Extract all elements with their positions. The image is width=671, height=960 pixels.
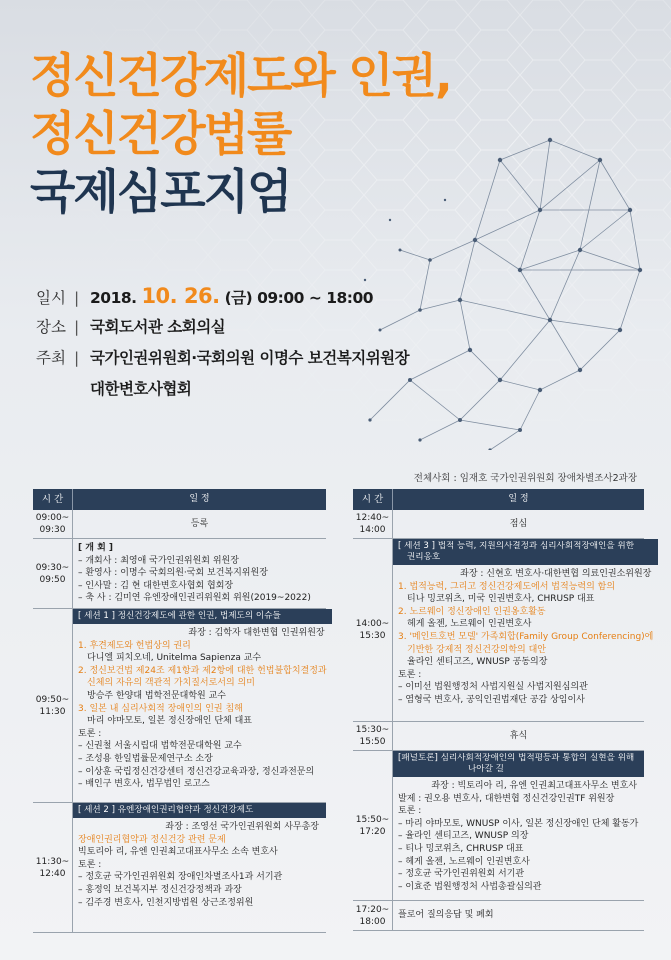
list-item: – 이미선 법원행정처 사법지원실 사법지원심의관	[398, 682, 588, 693]
date-suffix: (금) 09:00 ~ 18:00	[224, 289, 374, 307]
panel-discussion-line-1: [패널토론] 심리사회적장애인의 법적평등과 통합의 실현을 위해	[398, 753, 635, 763]
list-item: – 정호균 국가인권위원회 서기관	[398, 869, 525, 880]
list-item: – 조성용 한일법률문제연구소 소장	[78, 753, 213, 764]
list-item: – 축 사 : 김미연 유엔장애인권리위원회 위원(2019~2022)	[78, 593, 311, 604]
host-row-2	[36, 377, 409, 408]
panel-discussion-title	[393, 751, 644, 777]
list-item: – 배인구 변호사, 법무법인 로고스	[78, 779, 210, 790]
time-cell	[33, 539, 72, 608]
table-row	[353, 722, 644, 751]
host-value-1: 국가인권위원회·국회의원 이명수 보건복지위원장	[90, 349, 410, 367]
chair: 좌장 : 빅토리아 리, 유엔 인권최고대표사무소 변호사	[431, 781, 637, 791]
chair: 좌장 : 신현호 변호사·대한변협 의료인권소위원장	[460, 569, 652, 579]
speaker: 율라인 센티고즈, WNUSP 공동의장	[407, 657, 548, 668]
time-cell	[353, 510, 392, 538]
separator: |	[74, 349, 80, 367]
time-cell	[353, 751, 392, 900]
list-item: – 김주경 변호사, 인천지방법원 상근조정위원	[78, 897, 254, 908]
topic-title: 2. 정신보건법 제24조 제1항과 제2항에 대한 헌법불합치결정과	[78, 665, 327, 676]
table-row	[33, 539, 326, 609]
speaker: 헤게 올젠, 노르웨이 인권변호사	[407, 619, 532, 630]
chair: 좌장 : 조영선 국가인권위원회 사무총장	[165, 822, 319, 832]
program-cell: 휴식	[392, 722, 644, 750]
panel-discussion-line-2: 나아갈 길	[468, 764, 504, 774]
program-cell	[392, 751, 644, 900]
speaker: 마리 야마모토, 일본 정신장애인 단체 대표	[87, 716, 252, 727]
topic-title: 장애인권리협약과 정신건강 관련 문제	[78, 834, 226, 845]
table-header	[353, 489, 644, 510]
list-item: – 인사말 : 김 현 대한변호사협회 협회장	[78, 580, 234, 591]
topic-title: 1. 후견제도와 헌법상의 권리	[78, 640, 191, 651]
table-row	[353, 539, 654, 722]
time-text: 17:20~ 18:00	[355, 904, 390, 927]
table-row	[353, 510, 644, 539]
topic-title-cont: 신체의 자유의 객관적 가치질서로서의 의미	[87, 678, 255, 689]
panel-label: 토론 :	[398, 806, 422, 817]
program-cell	[72, 803, 326, 932]
list-item: – 이효준 법원행정처 사법총괄심의관	[398, 881, 542, 892]
host-value-2: 대한변호사협회	[90, 380, 192, 398]
list-item: – 티나 밍코위츠, CHRUSP 대표	[398, 843, 524, 854]
header-time: 시 간	[361, 493, 384, 505]
list-item: – 홍정익 보건복지부 정신건강정책과 과장	[78, 884, 242, 895]
time-text: 09:50~ 11:30	[35, 694, 70, 717]
time-text: 15:30~ 15:50	[355, 725, 390, 747]
table-row	[33, 510, 326, 539]
schedule-table-right	[353, 489, 654, 931]
header-time: 시 간	[41, 493, 64, 505]
table-row	[353, 751, 644, 901]
topic-title: 2. 노르웨이 정신장애인 인권옹호활동	[398, 606, 546, 617]
session-3-title	[393, 539, 658, 565]
date-value	[90, 284, 373, 308]
list-item: – 개회사 : 최영애 국가인권위원회 위원장	[78, 555, 239, 566]
program-cell	[72, 539, 326, 608]
speaker: 다니엘 피치오네, Unitelma Sapienza 교수	[87, 653, 262, 664]
table-row	[33, 803, 326, 933]
topic-title: 3. '메인트호번 모델' 가족회합(Family Group Conferencing)에	[398, 631, 654, 642]
table-row	[33, 609, 326, 803]
event-info	[36, 284, 409, 408]
panel-label: 토론 :	[398, 669, 422, 680]
speaker: 빅토리아 리, 유엔 인권최고대표사무소 소속 변호사	[78, 847, 278, 858]
time-text: 09:30~ 09:50	[35, 562, 70, 585]
table-row	[353, 901, 644, 931]
time-cell	[353, 539, 392, 721]
speaker: 방승주 한양대 법학전문대학원 교수	[87, 690, 226, 701]
list-item: – 정호균 국가인권위원회 장애인차별조사1과 서기관	[78, 872, 283, 883]
program-cell	[72, 609, 332, 802]
program-cell: 플로어 질의응답 및 폐회	[392, 901, 644, 930]
title-line-2: 정신건강법률	[30, 107, 291, 162]
panel-label: 토론 :	[78, 859, 102, 870]
hero	[0, 0, 671, 470]
list-item: – 환영사 : 이명수 국회의원·국회 보건복지위원장	[78, 568, 268, 579]
time-cell	[33, 510, 72, 538]
opening-title: [ 개 회 ]	[78, 543, 114, 553]
program-cell	[392, 539, 658, 721]
header-program: 일 정	[392, 489, 644, 510]
date-key: 일시	[36, 289, 66, 307]
separator: |	[74, 289, 80, 307]
host-row	[36, 346, 409, 377]
session-3-line-1: [ 세션 3 ] 법적 능력, 지원의사결정과 심리사회적장애인을 위한	[398, 541, 634, 551]
time-text: 14:00~ 15:30	[355, 619, 390, 641]
speaker: 티나 밍코위츠, 미국 인권변호사, CHRUSP 대표	[407, 594, 595, 605]
session-1-title: [ 세션 1 ] 정신건강제도에 관한 인권, 법제도의 이슈들	[73, 609, 332, 624]
place-value: 국회도서관 소회의실	[90, 318, 226, 336]
panel-label: 토론 :	[78, 728, 102, 739]
session-2-title: [ 세션 2 ] 유엔장애인권리협약과 정신건강제도	[73, 803, 326, 818]
title-line-1: 정신건강제도와 인권,	[30, 49, 451, 104]
time-text: 09:00~ 09:30	[35, 513, 70, 535]
program-cell: 점심	[392, 510, 644, 538]
session-3-line-2: 권리옹호	[407, 552, 441, 562]
host-key: 주최	[36, 349, 66, 367]
place-key: 장소	[36, 318, 66, 336]
time-cell	[353, 722, 392, 750]
date-big: 10. 26.	[141, 284, 220, 308]
title-line-3: 국제심포지엄	[30, 165, 291, 220]
separator: |	[74, 318, 80, 336]
time-cell	[353, 901, 392, 930]
list-item: – 신권철 서울시립대 법학전문대학원 교수	[78, 741, 242, 752]
list-item: – 염형국 변호사, 공익인권법재단 공감 상임이사	[398, 694, 585, 705]
time-text: 15:50~ 17:20	[355, 814, 390, 837]
header-program: 일 정	[72, 489, 326, 510]
program-cell: 등록	[72, 510, 326, 538]
time-text: 11:30~ 12:40	[35, 856, 70, 879]
topic-title: 1. 법적능력, 그리고 정신건강제도에서 법적능력의 함의	[398, 581, 616, 592]
place-row	[36, 315, 409, 346]
list-item: – 이상훈 국립정신건강센터 정신건강교육과장, 정신과전문의	[78, 766, 315, 777]
list-item: – 마리 야마모토, WNUSP 이사, 일본 정신장애인 단체 활동가	[398, 818, 639, 829]
list-item: – 율라인 센티고즈, WNUSP 의장	[398, 831, 529, 842]
topic-title: 3. 일본 내 심리사회적 장애인의 인권 침해	[78, 703, 243, 714]
time-cell	[33, 609, 72, 802]
schedule-table-left	[33, 489, 326, 933]
table-header	[33, 489, 326, 510]
presenter: 발제 : 권오용 변호사, 대한변협 정신건강인권TF 위원장	[398, 793, 615, 804]
date-row	[36, 284, 409, 315]
emcee-note: 전체사회 : 임재호 국가인권위원회 장애차별조사2과장	[413, 473, 637, 484]
topic-title-cont: 기반한 강제적 정신건강의학의 대안	[407, 644, 546, 655]
date-prefix: 2018.	[90, 289, 137, 307]
chair: 좌장 : 김학자 대한변협 인권위원장	[188, 628, 325, 638]
list-item: – 헤게 올젠, 노르웨이 인권변호사	[398, 856, 530, 867]
time-text: 12:40~ 14:00	[355, 513, 390, 535]
time-cell	[33, 803, 72, 932]
title-block	[30, 48, 451, 222]
